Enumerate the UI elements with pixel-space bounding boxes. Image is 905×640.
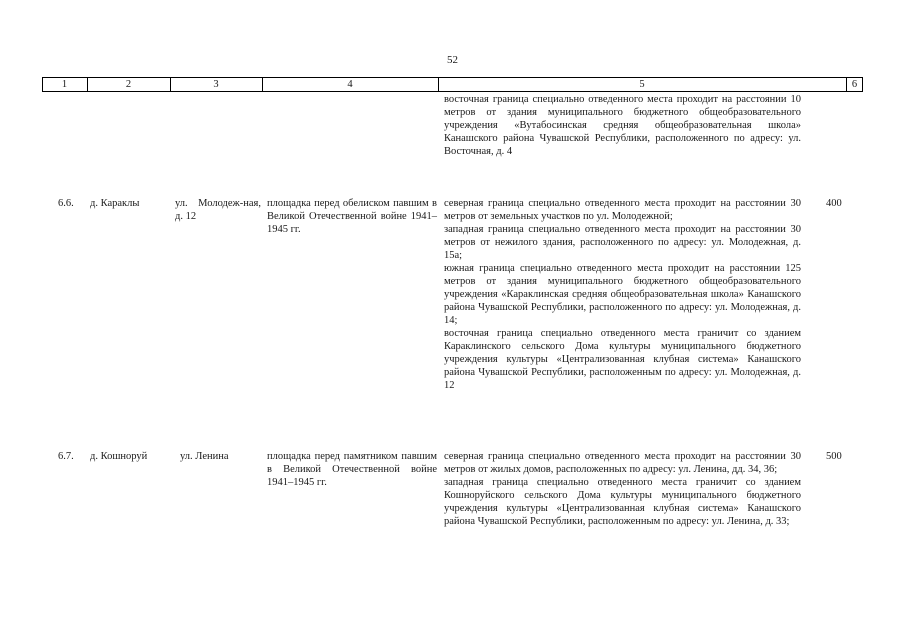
place-description: площадка перед обелиском павшим в Великой Отечественной войне 1941–1945 гг.: [267, 198, 437, 235]
boundary-west: западная граница специально отведенного места проходит на расстоянии 30 метров от нежилого здания, расположенного по адресу: ул. Молодежная, д. 15а;: [444, 224, 801, 261]
boundary-west: западная граница специально отведенного места граничит со зданием Кошноруйского сельского Дома культуры муниципального бюджетного учреждения культуры «Централизованная клубная система» Канашского района Чувашской Республики, расположенным по адресу: ул. Ленина, д. 33;: [444, 477, 801, 527]
boundary-north: северная граница специально отведенного места проходит на расстоянии 30 метров от земельных участков по ул. Молодежной;: [444, 198, 801, 222]
table-header: [42, 77, 863, 92]
capacity-value: 500: [826, 451, 842, 462]
boundary-east: восточная граница специально отведенного места граничит со зданием Караклинского сельского Дома культуры муниципального бюджетного учреждения культуры «Централизованная клубная система» Канашского района Чувашской Республики, расположенным по адресу: ул. Молодежная, д. 12: [444, 328, 801, 391]
boundary-north: северная граница специально отведенного места проходит на расстоянии 30 метров от жилых домов, расположенных по адресу: ул. Ленина, дд. 34, 36;: [444, 451, 801, 475]
capacity-value: 400: [826, 198, 842, 209]
continuation-description: восточная граница специально отведенного места проходит на расстоянии 10 метров от здания муниципального бюджетного общеобразовательного учреждения «Вутабосинская средняя общеобразовательная школа» Канашского района Чувашской Республики, расположенного по адресу: ул. Восточная, д. 4: [444, 94, 801, 157]
header-col-6: 6: [851, 79, 858, 90]
header-col-2: 2: [125, 79, 132, 90]
boundaries-list: [444, 197, 801, 392]
boundary-south: южная граница специально отведенного места проходит на расстоянии 125 метров от здания муниципального бюджетного общеобразовательного учреждения «Караклинская средняя общеобразовательная школа» Канашского района Чувашской Республики, расположенного по адресу: ул. Молодежная, д. 14;: [444, 263, 801, 326]
street-address: ул. Ленина: [180, 451, 229, 462]
header-col-3: 3: [213, 79, 219, 90]
page-number: 52: [447, 54, 458, 66]
header-col-4: 4: [347, 79, 353, 90]
row-number: 6.7.: [58, 451, 74, 462]
settlement-name: д. Кошноруй: [90, 451, 148, 462]
boundaries-list: [444, 450, 801, 528]
row-number: 6.6.: [58, 198, 74, 209]
settlement-name: д. Караклы: [90, 198, 140, 209]
header-col-5: 5: [639, 79, 645, 90]
street-address: ул. Молодеж-ная, д. 12: [175, 198, 261, 222]
header-divider: [862, 78, 863, 91]
place-description: площадка перед памятником павшим в Великой Отечественной войне 1941–1945 гг.: [267, 451, 437, 488]
header-col-1: 1: [61, 79, 68, 90]
